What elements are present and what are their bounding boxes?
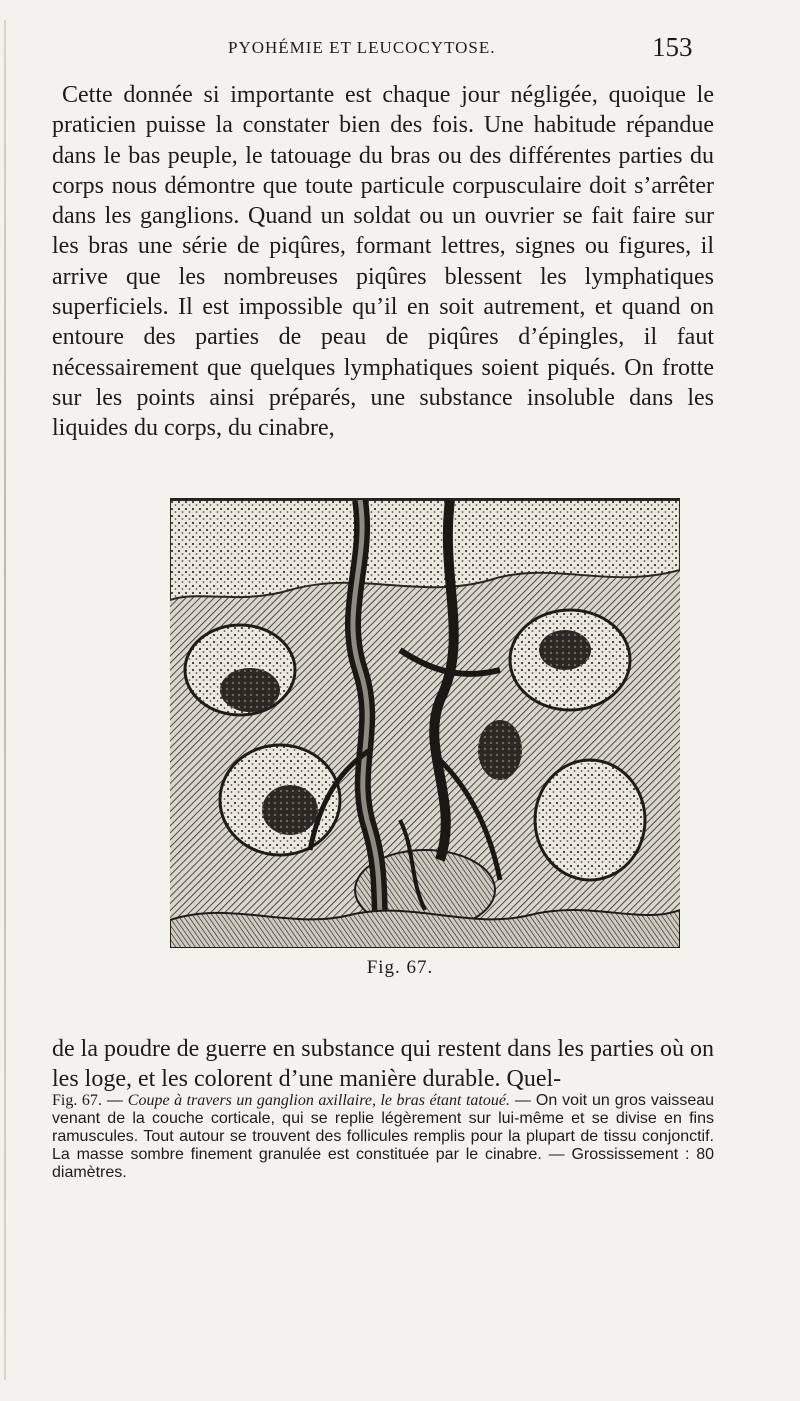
paragraph-2: de la poudre de guerre en substance qui restent dans les parties où on les loge, et les colorent d’une manière durable. Quel-	[52, 1036, 714, 1093]
paragraph-1: Cette donnée si importante est chaque jour négligée, quoique le praticien puisse la constater bien des fois. Une habitude répandue dans le bas peuple, le tatouage du bras ou des différentes parties du corps nous démontre que toute particule corpusculaire doit s’arrêter dans les ganglions. Quand un soldat ou un ouvrier se fait faire sur les bras une série de piqûres, formant lettres, signes ou figures, il arrive que les nombreuses piqûres blessent les lymphatiques superficiels. Il est impossible qu’il en soit autrement, et quand on entoure des parties de peau de piqûres d’épingles, il faut nécessairement que quelques lymphatiques soient piqués. On frotte sur les points ainsi préparés, une substance insoluble dans les liquides du corps, du cinabre,	[52, 82, 714, 442]
figure-67-engraving	[170, 498, 680, 948]
page-edge-shadow	[4, 20, 6, 1380]
running-head: PYOHÉMIE ET LEUCOCYTOSE.	[228, 38, 496, 57]
caption-label: Fig. 67.	[52, 1092, 102, 1109]
page-header	[0, 32, 800, 72]
figure-label: Fig. 67.	[366, 957, 434, 978]
page-number: 153	[652, 32, 693, 62]
caption-title: Coupe à travers un ganglion axillaire, le bras étant tatoué.	[127, 1092, 510, 1109]
caption-text: — On voit un gros vaisseau venant de la couche corticale, qui se replie légèrement sur lui-même et se divise en fins ramuscules. Tout autour se trouvent des follicules remplis pour la plupart de tissu conjonctif. La masse sombre finement granulée est constituée par le cinabre. — Grossissement : 80 diamètres.	[52, 1092, 715, 1181]
lymph-node-section-illustration	[170, 500, 680, 948]
caption-dash: —	[101, 1092, 128, 1109]
figure-caption	[52, 1092, 714, 1182]
